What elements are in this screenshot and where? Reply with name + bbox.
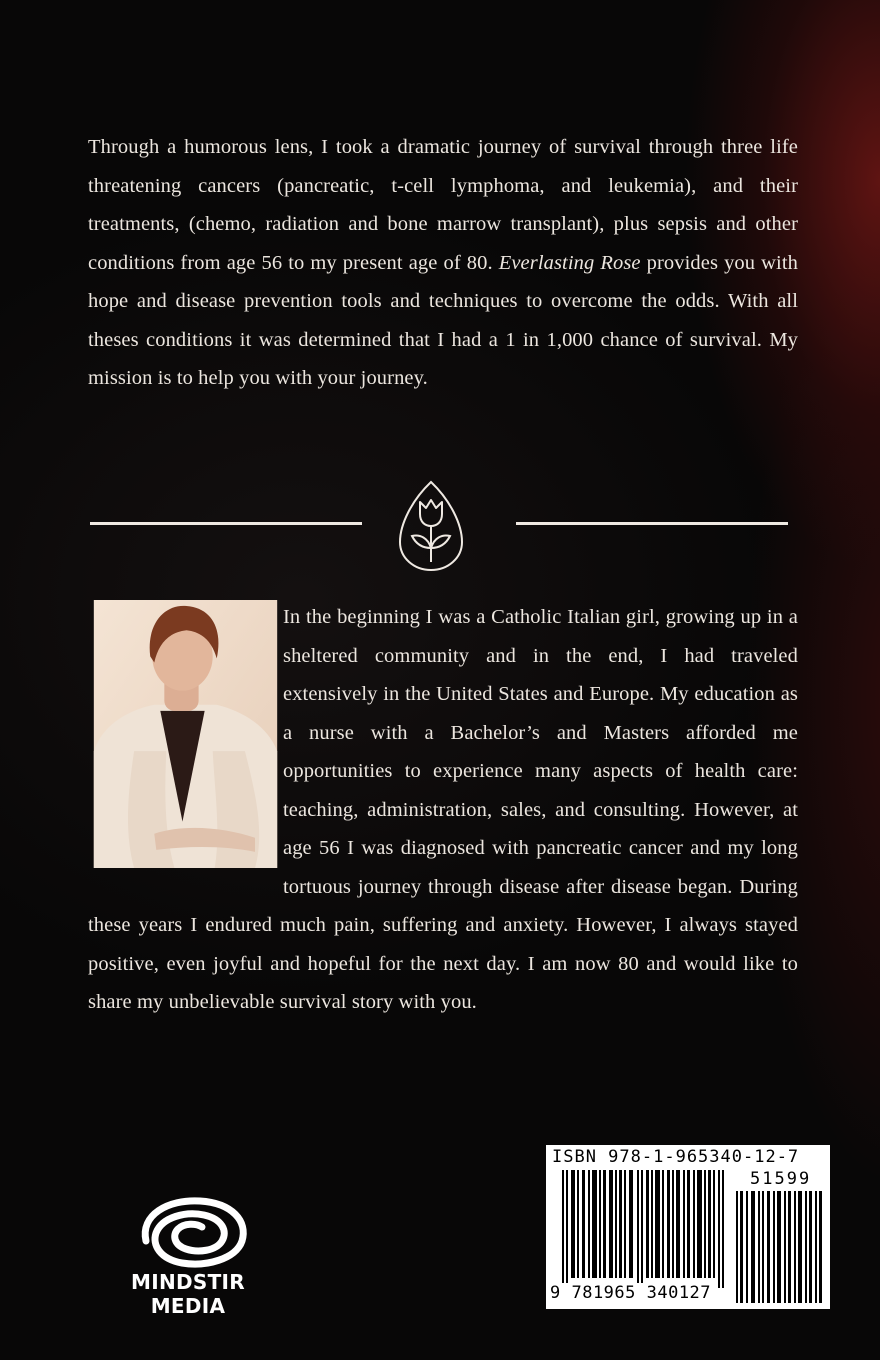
- book-title-italic: Everlasting Rose: [498, 251, 641, 274]
- barcode-digits: 9 781965 340127: [550, 1283, 712, 1303]
- synopsis-rest: provides you with hope and disease prevention tools and techniques to overcome the odds. With all theses conditions it was determined that I had a 1 in 1,000 chance of survival. My mission is to help you with your journey.: [88, 251, 798, 389]
- author-photo: [88, 600, 283, 868]
- divider-line-right: [516, 522, 788, 525]
- barcode-bars-addon: [736, 1191, 824, 1303]
- synopsis-lead: Through a humorous lens, I took a dramatic journey of survival through three life threatening cancers (pancreatic, t-cell lymphoma, and leukemia), and their treatments, (chemo, radiation and bone marrow transplant), plus sepsis and other conditions from age 56 to my present age of 80.: [88, 136, 798, 274]
- rose-icon: [398, 480, 464, 572]
- synopsis-paragraph: [88, 128, 798, 398]
- publisher-name: MINDSTIR MEDIA: [131, 1270, 245, 1318]
- price-code: 51599: [750, 1169, 812, 1189]
- author-bio-text: In the beginning I was a Catholic Italian girl, growing up in a sheltered community and in the end, I had traveled extensively in the United States and Europe. My education as a nurse with a Bachelor’s and Masters afforded me opportunities to experience many aspects of health care: teaching, administration, sales, and consulting. However, at age 56 I was diagnosed with pancreatic cancer and my long tortuous journey through disease after disease began. During these years I endured much pain, suffering and anxiety. However, I always stayed positive, even joyful and hopeful for the next day. I am now 80 and would like to share my unbelievable survival story with you.: [88, 606, 798, 1013]
- barcode-bars-main: [562, 1170, 724, 1288]
- isbn-barcode: [546, 1145, 830, 1309]
- isbn-label: ISBN 978-1-965340-12-7: [552, 1147, 800, 1167]
- author-bio-block: [88, 598, 798, 1022]
- divider-line-left: [90, 522, 362, 525]
